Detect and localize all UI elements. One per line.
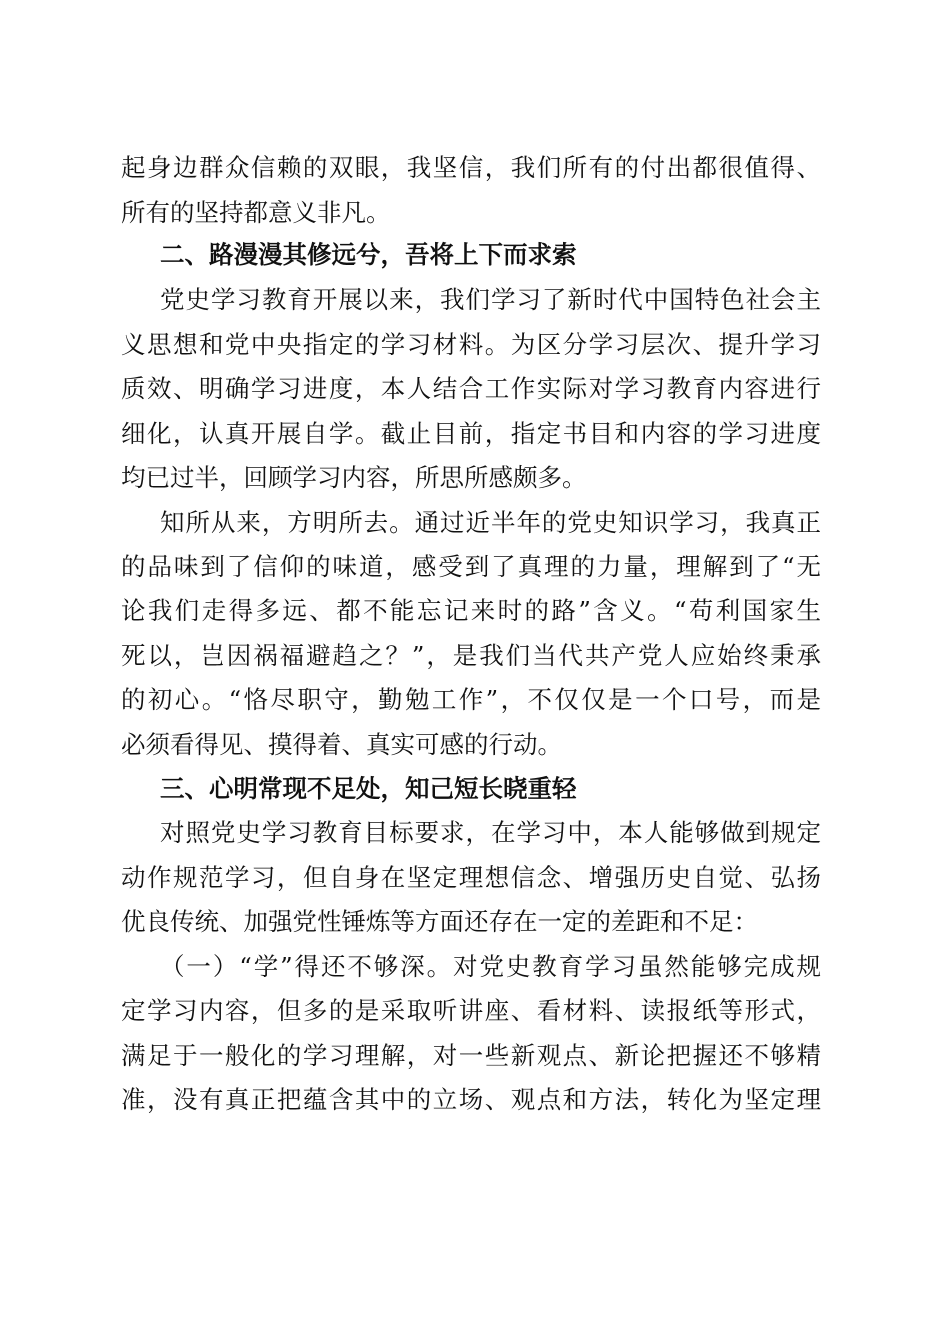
paragraph-line: 的品味到了信仰的味道，感受到了真理的力量，理解到了“无 [121, 552, 821, 581]
paragraph-line: 起身边群众信赖的双眼，我坚信，我们所有的付出都很值得、 [121, 153, 821, 182]
section-heading: 三、心明常现不足处，知己短长晓重轻 [160, 774, 577, 803]
paragraph-line: 义思想和党中央指定的学习材料。为区分学习层次、提升学习 [121, 330, 821, 359]
paragraph-line: 死以，岂因祸福避趋之？”，是我们当代共产党人应始终秉承 [121, 641, 821, 670]
paragraph-line: 动作规范学习，但自身在坚定理想信念、增强历史自觉、弘扬 [121, 863, 821, 892]
paragraph-line: 定学习内容，但多的是采取听讲座、看材料、读报纸等形式， [121, 996, 821, 1025]
paragraph-line: 质效、明确学习进度，本人结合工作实际对学习教育内容进行 [121, 374, 821, 403]
paragraph-line: 论我们走得多远、都不能忘记来时的路”含义。“苟利国家生 [121, 596, 821, 625]
paragraph-line: 必须看得见、摸得着、真实可感的行动。 [121, 730, 562, 759]
paragraph-line: 优良传统、加强党性锤炼等方面还存在一定的差距和不足： [121, 907, 758, 936]
paragraph-line: 的初心。“恪尽职守，勤勉工作”，不仅仅是一个口号，而是 [121, 685, 821, 714]
section-heading: 二、路漫漫其修远兮，吾将上下而求索 [160, 240, 577, 269]
paragraph-line: 知所从来，方明所去。通过近半年的党史知识学习，我真正 [160, 508, 821, 537]
paragraph-line: （一）“学”得还不够深。对党史教育学习虽然能够完成规 [160, 952, 821, 981]
paragraph-line: 准，没有真正把蕴含其中的立场、观点和方法，转化为坚定理 [121, 1085, 821, 1114]
paragraph-line: 党史学习教育开展以来，我们学习了新时代中国特色社会主 [160, 285, 821, 314]
paragraph-line: 对照党史学习教育目标要求，在学习中，本人能够做到规定 [160, 818, 821, 847]
paragraph-line: 均已过半，回顾学习内容，所思所感颇多。 [121, 463, 587, 492]
paragraph-line: 所有的坚持都意义非凡。 [121, 198, 391, 227]
paragraph-line: 细化，认真开展自学。截止目前，指定书目和内容的学习进度 [121, 419, 821, 448]
paragraph-line: 满足于一般化的学习理解，对一些新观点、新论把握还不够精 [121, 1041, 821, 1070]
